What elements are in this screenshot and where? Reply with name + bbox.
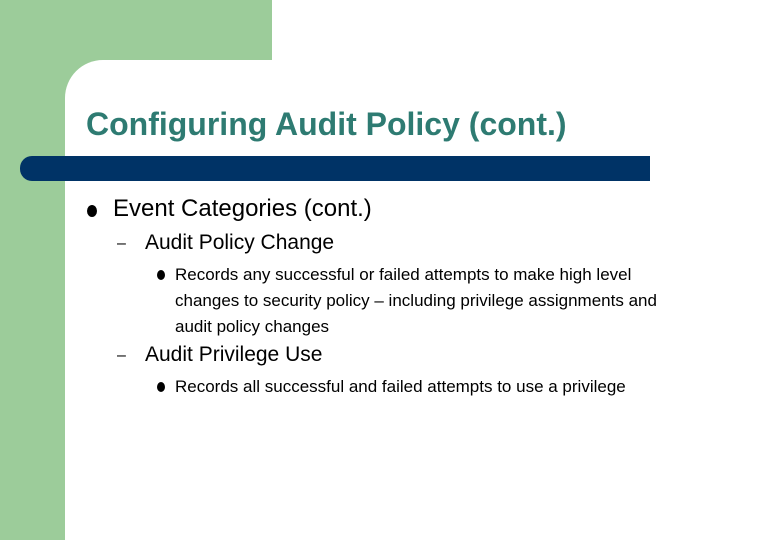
bullet-event-categories-label: Event Categories (cont.) xyxy=(113,195,372,222)
bullet-dot-icon xyxy=(87,205,97,217)
detail-line: Records all successful and failed attempts to use a privilege xyxy=(175,377,626,396)
title-underline-bar xyxy=(20,156,650,181)
detail-audit-policy-change-text xyxy=(175,262,657,340)
bullet-dot-icon xyxy=(157,382,165,392)
subbullet-audit-privilege-use-label: Audit Privilege Use xyxy=(145,343,323,366)
subbullet-audit-policy-change-label: Audit Policy Change xyxy=(145,231,335,254)
detail-line: Records any successful or failed attempts to make high level xyxy=(175,265,632,284)
detail-audit-privilege-use-text xyxy=(175,374,626,400)
detail-line: audit policy changes xyxy=(175,317,330,336)
detail-line: changes to security policy – including privilege assignments and xyxy=(175,291,657,310)
bullet-dot-icon xyxy=(157,270,165,280)
dash-icon: – xyxy=(117,235,126,252)
slide-title: Configuring Audit Policy (cont.) xyxy=(86,106,567,142)
dash-icon: – xyxy=(117,347,126,364)
